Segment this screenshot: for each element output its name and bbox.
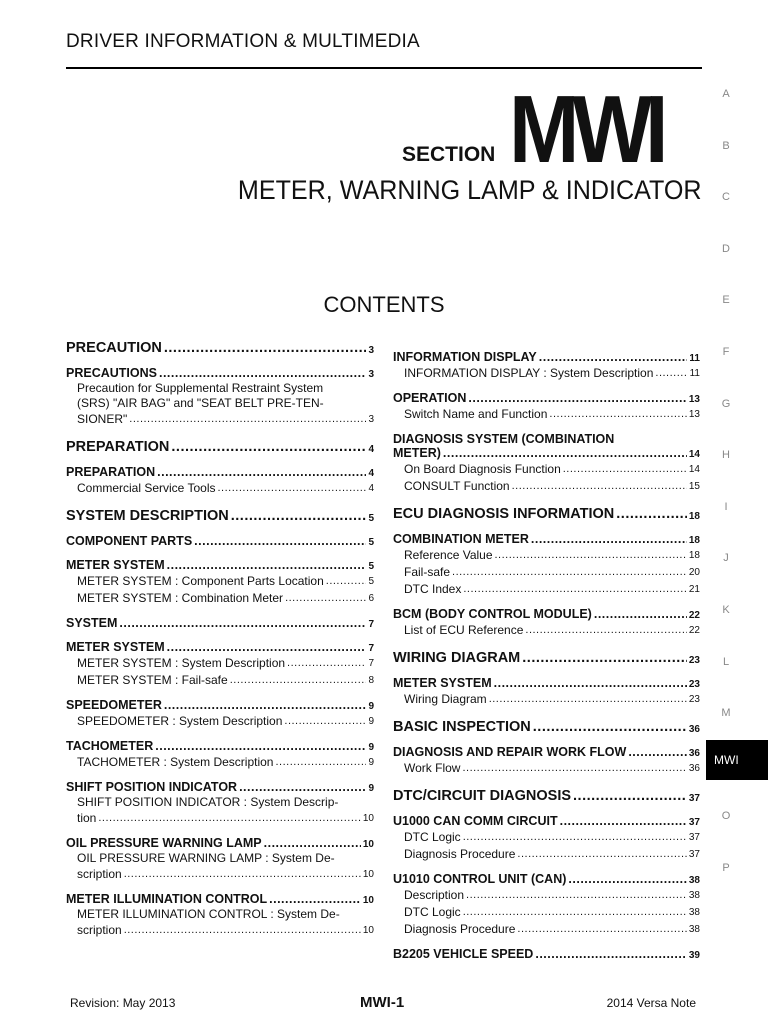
toc-entry[interactable]	[393, 406, 700, 422]
toc-entry[interactable]	[393, 947, 700, 961]
toc-entry[interactable]	[393, 461, 700, 477]
toc-left-column	[66, 340, 374, 938]
leader-dots	[167, 558, 367, 572]
toc-page-number: 14	[688, 464, 700, 475]
toc-entry-title: METER)	[393, 446, 441, 460]
toc-page-number: 4	[368, 444, 374, 455]
section-index-letter[interactable]: P	[722, 861, 730, 874]
toc-entry-title: COMBINATION METER	[393, 532, 529, 546]
toc-entry[interactable]	[66, 795, 374, 826]
toc-entry[interactable]	[393, 350, 700, 364]
toc-entry[interactable]	[393, 846, 700, 862]
leader-dots	[616, 506, 687, 522]
leader-dots	[568, 872, 686, 886]
leader-dots	[560, 814, 687, 828]
toc-entry[interactable]	[66, 616, 374, 630]
toc-page-number: 9	[368, 742, 374, 753]
toc-entry[interactable]	[393, 760, 700, 776]
toc-entry[interactable]	[393, 547, 700, 563]
toc-page-number: 37	[688, 849, 700, 860]
toc-entry-title: Switch Name and Function	[404, 407, 548, 421]
toc-entry[interactable]	[66, 465, 374, 479]
toc-page-number: 9	[368, 701, 374, 712]
toc-entry[interactable]	[393, 719, 700, 735]
toc-entry[interactable]	[393, 391, 700, 405]
leader-dots	[119, 616, 366, 630]
section-index-letter[interactable]: H	[722, 449, 730, 462]
toc-page-number: 39	[688, 950, 700, 961]
leader-dots	[517, 846, 686, 862]
leader-dots	[494, 676, 687, 690]
toc-entry-title: COMPONENT PARTS	[66, 534, 193, 548]
leader-dots	[269, 892, 361, 906]
leader-dots	[284, 713, 366, 729]
toc-page-number: 13	[688, 394, 700, 405]
toc-page-number: 10	[362, 813, 374, 824]
toc-entry[interactable]	[393, 788, 700, 804]
toc-entry-title: Fail-safe	[404, 565, 451, 579]
toc-entry-title: SHIFT POSITION INDICATOR : System Descrip-	[77, 795, 339, 809]
section-index-letter[interactable]: L	[722, 655, 730, 668]
toc-entry-line	[77, 851, 374, 866]
toc-entry-title: METER SYSTEM : System Description	[77, 656, 286, 670]
toc-entry[interactable]	[66, 713, 374, 729]
toc-entry-title: scription	[77, 867, 122, 881]
toc-page-number: 10	[362, 895, 374, 906]
section-label: SECTION	[402, 143, 496, 166]
toc-page-number: 36	[688, 748, 700, 759]
leader-dots	[573, 788, 687, 804]
toc-entry-title: METER ILLUMINATION CONTROL : System De-	[77, 907, 340, 921]
toc-page-number: 5	[368, 576, 374, 587]
leader-dots	[159, 366, 366, 380]
toc-entry[interactable]	[66, 836, 374, 850]
toc-page-number: 9	[368, 716, 374, 727]
toc-entry-title: PRECAUTION	[66, 340, 162, 356]
toc-entry-last-line	[77, 411, 374, 427]
toc-entry-title: DTC/CIRCUIT DIAGNOSIS	[393, 788, 572, 804]
leader-dots	[463, 904, 687, 920]
toc-entry-title: On Board Diagnosis Function	[404, 462, 561, 476]
toc-page-number: 38	[688, 890, 700, 901]
current-section-tab[interactable]: MWI	[706, 740, 768, 780]
toc-entry-title: Work Flow	[404, 761, 461, 775]
toc-page-number: 10	[362, 925, 374, 936]
toc-page-number: 23	[688, 655, 700, 666]
toc-entry-title: METER ILLUMINATION CONTROL	[66, 892, 268, 906]
toc-entry[interactable]	[66, 381, 374, 427]
toc-entry[interactable]	[393, 904, 700, 920]
toc-page-number: 10	[362, 839, 374, 850]
toc-entry-title: INFORMATION DISPLAY : System Description	[404, 366, 654, 380]
leader-dots	[462, 760, 686, 776]
toc-entry-title: OPERATION	[393, 391, 467, 405]
toc-entry-title: OIL PRESSURE WARNING LAMP	[66, 836, 262, 850]
toc-entry[interactable]	[66, 698, 374, 712]
toc-entry[interactable]	[393, 532, 700, 546]
toc-entry-title: Wiring Diagram	[404, 692, 487, 706]
toc-entry[interactable]	[393, 921, 700, 937]
section-index-letter[interactable]: D	[722, 242, 730, 255]
toc-page-number: 13	[688, 409, 700, 420]
toc-entry-title: U1010 CONTROL UNIT (CAN)	[393, 872, 567, 886]
toc-entry[interactable]	[66, 573, 374, 589]
section-index-letter[interactable]: O	[721, 810, 731, 823]
leader-dots	[264, 836, 361, 850]
toc-entry[interactable]	[66, 340, 374, 356]
toc-entry-title: (SRS) "AIR BAG" and "SEAT BELT PRE-TEN-	[77, 396, 324, 410]
toc-entry[interactable]	[66, 366, 374, 380]
toc-entry[interactable]	[66, 851, 374, 882]
toc-entry-line	[393, 432, 700, 446]
toc-entry[interactable]	[393, 676, 700, 690]
toc-page-number: 38	[688, 875, 700, 886]
leader-dots	[164, 340, 367, 356]
toc-page-number: 37	[688, 817, 700, 828]
toc-entry-last-line	[77, 810, 374, 826]
leader-dots	[452, 564, 687, 580]
leader-dots	[533, 719, 687, 735]
toc-page-number: 5	[368, 513, 374, 524]
toc-page-number: 22	[688, 625, 700, 636]
toc-entry[interactable]	[66, 892, 374, 906]
toc-entry-title: DIAGNOSIS SYSTEM (COMBINATION	[393, 432, 615, 446]
toc-page-number: 15	[688, 481, 700, 492]
toc-entry[interactable]	[66, 655, 374, 671]
toc-entry-title: BCM (BODY CONTROL MODULE)	[393, 607, 592, 621]
toc-page-number: 7	[368, 643, 374, 654]
leader-dots	[443, 446, 687, 460]
leader-dots	[171, 439, 366, 455]
toc-entry[interactable]	[393, 365, 700, 381]
toc-entry-title: tion	[77, 811, 97, 825]
toc-entry-last-line	[77, 866, 374, 882]
leader-dots	[563, 461, 687, 477]
toc-entry[interactable]	[393, 829, 700, 845]
toc-entry[interactable]	[66, 640, 374, 654]
leader-dots	[326, 573, 367, 589]
vehicle-model: 2014 Versa Note	[606, 996, 696, 1010]
toc-entry-last-line	[393, 446, 700, 460]
toc-entry[interactable]	[393, 814, 700, 828]
revision-date: Revision: May 2013	[70, 996, 176, 1010]
header-rule	[66, 67, 702, 69]
toc-entry-title: B2205 VEHICLE SPEED	[393, 947, 534, 961]
leader-dots	[231, 508, 367, 524]
toc-entry-title: SPEEDOMETER	[66, 698, 162, 712]
toc-page-number: 6	[368, 593, 374, 604]
toc-entry[interactable]	[393, 478, 700, 494]
toc-entry-title: Description	[404, 888, 465, 902]
leader-dots	[463, 829, 687, 845]
leader-dots	[124, 866, 361, 882]
toc-entry[interactable]	[393, 887, 700, 903]
toc-entry-title: CONSULT Function	[404, 479, 510, 493]
toc-page-number: 7	[368, 658, 374, 669]
toc-entry-title: OIL PRESSURE WARNING LAMP : System De-	[77, 851, 335, 865]
leader-dots	[535, 947, 687, 961]
toc-entry[interactable]	[66, 508, 374, 524]
leader-dots	[157, 465, 366, 479]
toc-entry-title: METER SYSTEM	[66, 640, 165, 654]
toc-entry[interactable]	[393, 745, 700, 759]
toc-entry-title: SIONER"	[77, 412, 128, 426]
section-index-letter[interactable]: B	[722, 139, 730, 152]
leader-dots	[512, 478, 687, 494]
leader-dots	[489, 691, 687, 707]
section-code: MWI	[509, 76, 662, 183]
toc-entry[interactable]	[393, 691, 700, 707]
leader-dots	[285, 590, 366, 606]
toc-entry-title: METER SYSTEM : Fail-safe	[77, 673, 228, 687]
toc-page-number: 11	[689, 353, 700, 364]
toc-entry-title: TACHOMETER	[66, 739, 154, 753]
page-number: MWI-1	[360, 994, 405, 1011]
toc-entry-title: WIRING DIAGRAM	[393, 650, 521, 666]
section-index-letter[interactable]: E	[722, 294, 730, 307]
leader-dots	[525, 622, 686, 638]
toc-page-number: 9	[368, 783, 374, 794]
toc-page-number: 5	[368, 561, 374, 572]
toc-entry[interactable]	[393, 564, 700, 580]
leader-dots	[628, 745, 687, 759]
toc-entry-title: Diagnosis Procedure	[404, 847, 516, 861]
toc-entry-last-line	[77, 922, 374, 938]
toc-entry-title: BASIC INSPECTION	[393, 719, 531, 735]
toc-page-number: 14	[688, 449, 700, 460]
section-index-letter[interactable]: J	[723, 552, 729, 565]
toc-entry-title: SYSTEM	[66, 616, 118, 630]
toc-entry-line	[77, 795, 374, 810]
toc-page-number: 38	[688, 924, 700, 935]
toc-page-number: 22	[688, 610, 700, 621]
toc-entry[interactable]	[66, 907, 374, 938]
toc-entry-line	[77, 381, 374, 396]
leader-dots	[218, 480, 367, 496]
leader-dots	[539, 350, 688, 364]
toc-entry[interactable]	[393, 506, 700, 522]
toc-entry[interactable]	[66, 480, 374, 496]
section-index-letter[interactable]: A	[722, 88, 730, 100]
toc-page-number: 4	[368, 468, 374, 479]
toc-entry[interactable]	[66, 439, 374, 455]
toc-entry[interactable]	[393, 607, 700, 621]
leader-dots	[531, 532, 687, 546]
section-index-letter[interactable]: C	[722, 191, 730, 204]
toc-page-number: 10	[362, 869, 374, 880]
toc-page-number: 21	[688, 584, 700, 595]
toc-entry-title: Precaution for Supplemental Restraint System	[77, 381, 324, 395]
toc-entry[interactable]	[393, 622, 700, 638]
toc-page-number: 18	[688, 535, 700, 546]
leader-dots	[129, 411, 366, 427]
toc-entry-title: Commercial Service Tools	[77, 481, 216, 495]
toc-page-number: 38	[688, 907, 700, 918]
leader-dots	[287, 655, 366, 671]
toc-page-number: 23	[688, 679, 700, 690]
toc-page-number: 36	[688, 724, 700, 735]
toc-entry-line	[77, 907, 374, 922]
toc-entry-title: METER SYSTEM	[66, 558, 165, 572]
section-index-letter[interactable]: K	[722, 603, 730, 616]
leader-dots	[549, 406, 686, 422]
toc-page-number: 5	[368, 537, 374, 548]
toc-entry[interactable]	[393, 432, 700, 460]
toc-page-number: 37	[688, 793, 700, 804]
leader-dots	[275, 754, 366, 770]
leader-dots	[239, 780, 366, 794]
toc-page-number: 18	[688, 550, 700, 561]
toc-entry-title: PREPARATION	[66, 465, 156, 479]
toc-entry-line	[77, 396, 374, 411]
toc-entry-title: DTC Logic	[404, 905, 461, 919]
leader-dots	[194, 534, 366, 548]
leader-dots	[463, 581, 687, 597]
toc-entry-title: METER SYSTEM : Combination Meter	[77, 591, 284, 605]
leader-dots	[155, 739, 366, 753]
toc-entry-title: METER SYSTEM	[393, 676, 492, 690]
leader-dots	[466, 887, 687, 903]
leader-dots	[124, 922, 361, 938]
toc-entry-title: U1000 CAN COMM CIRCUIT	[393, 814, 558, 828]
toc-entry-title: scription	[77, 923, 122, 937]
leader-dots	[164, 698, 367, 712]
toc-entry-title: Diagnosis Procedure	[404, 922, 516, 936]
toc-entry-title: PREPARATION	[66, 439, 170, 455]
section-title: METER, WARNING LAMP & INDICATOR	[238, 175, 702, 205]
leader-dots	[594, 607, 687, 621]
toc-entry[interactable]	[66, 534, 374, 548]
toc-entry-title: TACHOMETER : System Description	[77, 755, 274, 769]
toc-page-number: 36	[688, 763, 700, 774]
toc-right-column	[393, 340, 700, 961]
leader-dots	[167, 640, 367, 654]
leader-dots	[495, 547, 687, 563]
toc-entry-title: DTC Index	[404, 582, 462, 596]
leader-dots	[98, 810, 361, 826]
toc-entry-title: INFORMATION DISPLAY	[393, 350, 537, 364]
toc-entry-title: DIAGNOSIS AND REPAIR WORK FLOW	[393, 745, 627, 759]
section-index-letter[interactable]: I	[724, 500, 728, 513]
leader-dots	[468, 391, 686, 405]
toc-page-number: 37	[688, 832, 700, 843]
toc-entry[interactable]	[66, 672, 374, 688]
toc-entry[interactable]	[66, 739, 374, 753]
leader-dots	[230, 672, 367, 688]
toc-entry[interactable]	[66, 558, 374, 572]
toc-entry-title: DTC Logic	[404, 830, 461, 844]
section-index-letter[interactable]: M	[721, 707, 731, 720]
toc-entry-title: SYSTEM DESCRIPTION	[66, 508, 229, 524]
toc-page-number: 9	[368, 757, 374, 768]
toc-page-number: 20	[688, 567, 700, 578]
toc-page-number: 11	[689, 368, 700, 379]
toc-page-number: 7	[368, 619, 374, 630]
section-index-letter[interactable]: F	[722, 345, 730, 358]
toc-page-number: 23	[688, 694, 700, 705]
toc-entry[interactable]	[66, 754, 374, 770]
toc-page-number: 3	[368, 369, 374, 380]
document-category: DRIVER INFORMATION & MULTIMEDIA	[66, 31, 420, 52]
toc-entry-title: METER SYSTEM : Component Parts Location	[77, 574, 324, 588]
toc-entry[interactable]	[66, 780, 374, 794]
toc-entry-title: PRECAUTIONS	[66, 366, 157, 380]
section-index-letter[interactable]: G	[721, 397, 731, 410]
section-index-letters	[718, 88, 734, 914]
leader-dots	[517, 921, 686, 937]
toc-entry-title: ECU DIAGNOSIS INFORMATION	[393, 506, 615, 522]
toc-entry[interactable]	[393, 872, 700, 886]
toc-entry-title: SPEEDOMETER : System Description	[77, 714, 283, 728]
leader-dots	[655, 365, 687, 381]
leader-dots	[522, 650, 687, 666]
toc-entry[interactable]	[393, 581, 700, 597]
toc-entry-title: SHIFT POSITION INDICATOR	[66, 780, 238, 794]
toc-page-number: 3	[368, 345, 374, 356]
toc-entry[interactable]	[66, 590, 374, 606]
toc-entry[interactable]	[393, 650, 700, 666]
toc-entry-title: List of ECU Reference	[404, 623, 524, 637]
contents-heading: CONTENTS	[323, 292, 445, 317]
toc-page-number: 3	[368, 414, 374, 425]
toc-entry-title: Reference Value	[404, 548, 493, 562]
toc-page-number: 8	[368, 675, 374, 686]
toc-page-number: 4	[368, 483, 374, 494]
toc-page-number: 18	[688, 511, 700, 522]
